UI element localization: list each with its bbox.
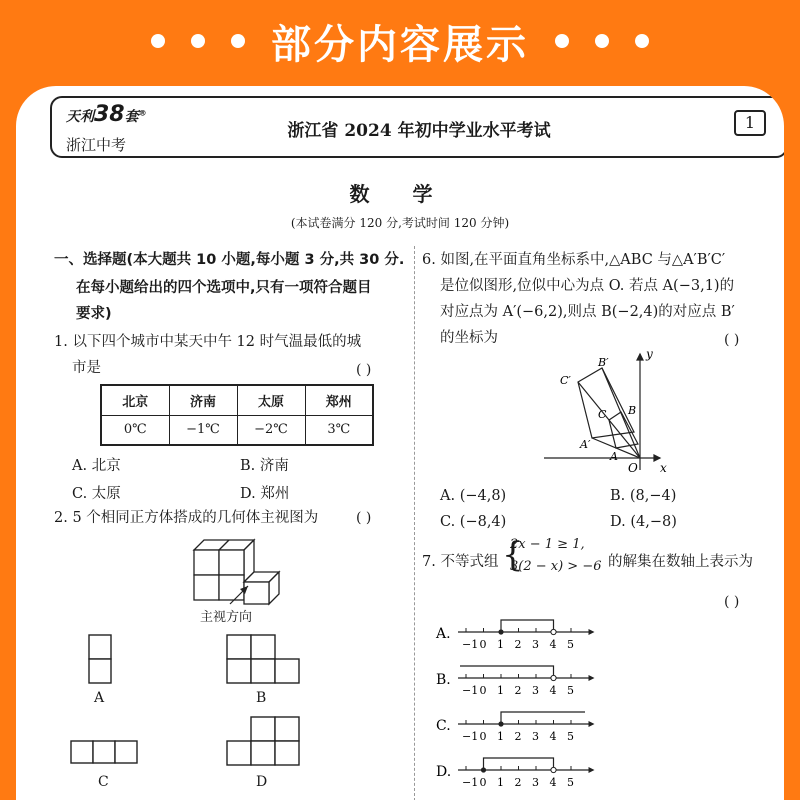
numberline-tick-label: 1 (497, 730, 504, 743)
q6-option-c: C. (−8,4) (440, 514, 507, 530)
logo-registered: ® (138, 108, 147, 118)
point-b-prime-label: B′ (598, 356, 609, 369)
logo-suffix: 套 (124, 109, 139, 125)
origin-label: O (628, 461, 638, 475)
exam-note: (本试卷满分 120 分,考试时间 120 分钟) (290, 216, 510, 230)
q7-answer-paren: ( ) (724, 594, 740, 610)
q1-option-c: C. 太原 (72, 486, 121, 502)
q1-option-a: A. 北京 (72, 458, 121, 474)
q1-option-d: D. 郑州 (240, 486, 290, 502)
table-cell: 0℃ (101, 415, 169, 445)
table-cell: 太原 (237, 385, 305, 415)
q2-option-c-figure (70, 740, 138, 766)
q1-option-b: B. 济南 (240, 458, 289, 474)
numberline-solution-bracket (501, 620, 554, 632)
numberline-endpoint (551, 767, 556, 772)
numberline-tick-label: 1 (497, 638, 504, 651)
numberline-endpoint (551, 629, 556, 634)
numberline-tick-label: 4 (549, 730, 557, 743)
paper-number: 1 (734, 110, 766, 136)
q2-label-d: D (256, 774, 268, 790)
numberline-tick-label: 5 (567, 776, 574, 789)
axis-x-label: x (660, 461, 667, 475)
numberline-arrow (589, 721, 595, 727)
numberline-option-label: C. (436, 718, 451, 734)
numberline-solution-bracket (501, 712, 585, 724)
q7-inequality-2: 3(2 − x) > −6 (510, 559, 602, 574)
point-c-prime-label: C′ (560, 374, 571, 387)
q2-label-b: B (256, 690, 267, 706)
q6-option-b: B. (8,−4) (610, 488, 677, 504)
numberline-tick-label: 2 (514, 684, 522, 697)
q7-inequality-1: 2x − 1 ≥ 1, (510, 537, 585, 552)
banner (0, 0, 800, 82)
numberline-endpoint (481, 767, 486, 772)
numberline-tick-label: 3 (532, 730, 539, 743)
q2-option-a-figure (88, 634, 114, 686)
dot (555, 34, 569, 48)
q6-text-line4: 的坐标为 (440, 330, 498, 346)
table-row (101, 415, 373, 445)
numberline-tick-label: 0 (479, 638, 487, 651)
q6-text-line2: 是位似图形,位似中心为点 O. 若点 A(−3,1)的 (440, 278, 735, 294)
numberline-option-label: D. (436, 764, 452, 780)
dot (151, 34, 165, 48)
point-b-label: B (628, 404, 637, 417)
q7-brace: { (502, 535, 524, 575)
q1-answer-paren: ( ) (356, 362, 372, 378)
numberline-tick-label: 5 (567, 638, 574, 651)
axis-y-label: y (646, 347, 653, 361)
exam-subject: 数 学 (349, 182, 451, 206)
point-a-label: A (610, 450, 618, 463)
table-cell: −1℃ (169, 415, 237, 445)
numberline-endpoint (551, 675, 556, 680)
dot (595, 34, 609, 48)
numberline-tick-label: 4 (549, 638, 557, 651)
q7-text: 7. 不等式组 (422, 554, 499, 570)
numberline-tick-label: 3 (532, 776, 539, 789)
numberline-tick-label: −1 (462, 638, 479, 651)
numberline-option-label: A. (436, 626, 451, 642)
table-cell: 3℃ (305, 415, 373, 445)
view-direction-label: 主视方向 (200, 610, 253, 625)
banner-dots-right (555, 34, 649, 48)
q2-option-d-figure (226, 716, 300, 768)
numberline-tick-label: 5 (567, 684, 574, 697)
numberline-tick-label: 0 (479, 776, 487, 789)
numberline-endpoint (498, 721, 503, 726)
exam-paper (16, 86, 784, 800)
numberline-tick-label: 2 (514, 776, 522, 789)
q6-option-d: D. (4,−8) (610, 514, 677, 530)
q2-text: 2. 5 个相同正方体搭成的几何体主视图为 (54, 510, 319, 526)
view-direction-arrow (226, 582, 256, 606)
numberline-tick-label: 4 (549, 684, 557, 697)
numberline-tick-label: −1 (462, 730, 479, 743)
numberline-arrow (589, 767, 595, 773)
numberline-option-label: B. (436, 672, 451, 688)
section-heading-line3: 要求) (76, 306, 112, 322)
point-c-label: C (598, 408, 607, 421)
q2-option-b-figure (226, 634, 300, 686)
table-cell: −2℃ (237, 415, 305, 445)
numberline-tick-label: −1 (462, 776, 479, 789)
q6-coordinate-figure (536, 348, 676, 478)
table-row (101, 385, 373, 415)
table-cell: 济南 (169, 385, 237, 415)
numberline-tick-label: 5 (567, 730, 574, 743)
banner-title: 部分内容展示 (271, 21, 529, 68)
q7-number-lines (436, 614, 606, 800)
table-cell: 北京 (101, 385, 169, 415)
numberline-tick-label: −1 (462, 684, 479, 697)
q1-text-line2: 市是 (72, 360, 101, 376)
numberline-tick-label: 3 (532, 684, 539, 697)
numberline-tick-label: 4 (549, 776, 557, 789)
numberline-solution-bracket (460, 666, 554, 678)
dot (231, 34, 245, 48)
banner-dots-left (151, 34, 245, 48)
q6-answer-paren: ( ) (724, 332, 740, 348)
numberline-tick-label: 2 (514, 730, 522, 743)
header-subtitle: 浙江中考 (66, 136, 127, 154)
q6-option-a: A. (−4,8) (440, 488, 507, 504)
numberline-tick-label: 0 (479, 730, 487, 743)
logo-brand: 天利 (66, 109, 94, 125)
table-cell: 郑州 (305, 385, 373, 415)
exam-header (50, 96, 784, 158)
numberline-tick-label: 1 (497, 776, 504, 789)
q2-label-c: C (98, 774, 109, 790)
q2-label-a: A (94, 690, 105, 706)
numberline-arrow (589, 629, 595, 635)
dot (191, 34, 205, 48)
section-heading: 一、选择题(本大题共 10 小题,每小题 3 分,共 30 分. (54, 252, 405, 268)
numberline-tick-label: 1 (497, 684, 504, 697)
q2-answer-paren: ( ) (356, 510, 372, 526)
exam-title: 浙江省 2024 年初中学业水平考试 (287, 121, 551, 141)
numberline-tick-label: 3 (532, 638, 539, 651)
dot (635, 34, 649, 48)
numberline-arrow (589, 675, 595, 681)
q7-text-post: 的解集在数轴上表示为 (608, 554, 753, 570)
numberline-tick-label: 0 (479, 684, 487, 697)
numberline-tick-label: 2 (514, 638, 522, 651)
temperature-table (100, 384, 374, 446)
q6-text: 6. 如图,在平面直角坐标系中,△ABC 与△A′B′C′ (422, 252, 726, 268)
column-divider (414, 246, 415, 800)
q1-text: 1. 以下四个城市中某天中午 12 时气温最低的城 (54, 334, 362, 350)
section-heading-line2: 在每小题给出的四个选项中,只有一项符合题目 (76, 280, 372, 296)
logo-number: 38 (94, 102, 125, 127)
q6-text-line3: 对应点为 A′(−6,2),则点 B(−2,4)的对应点 B′ (440, 304, 735, 320)
point-a-prime-label: A′ (580, 438, 591, 451)
numberline-endpoint (498, 629, 503, 634)
